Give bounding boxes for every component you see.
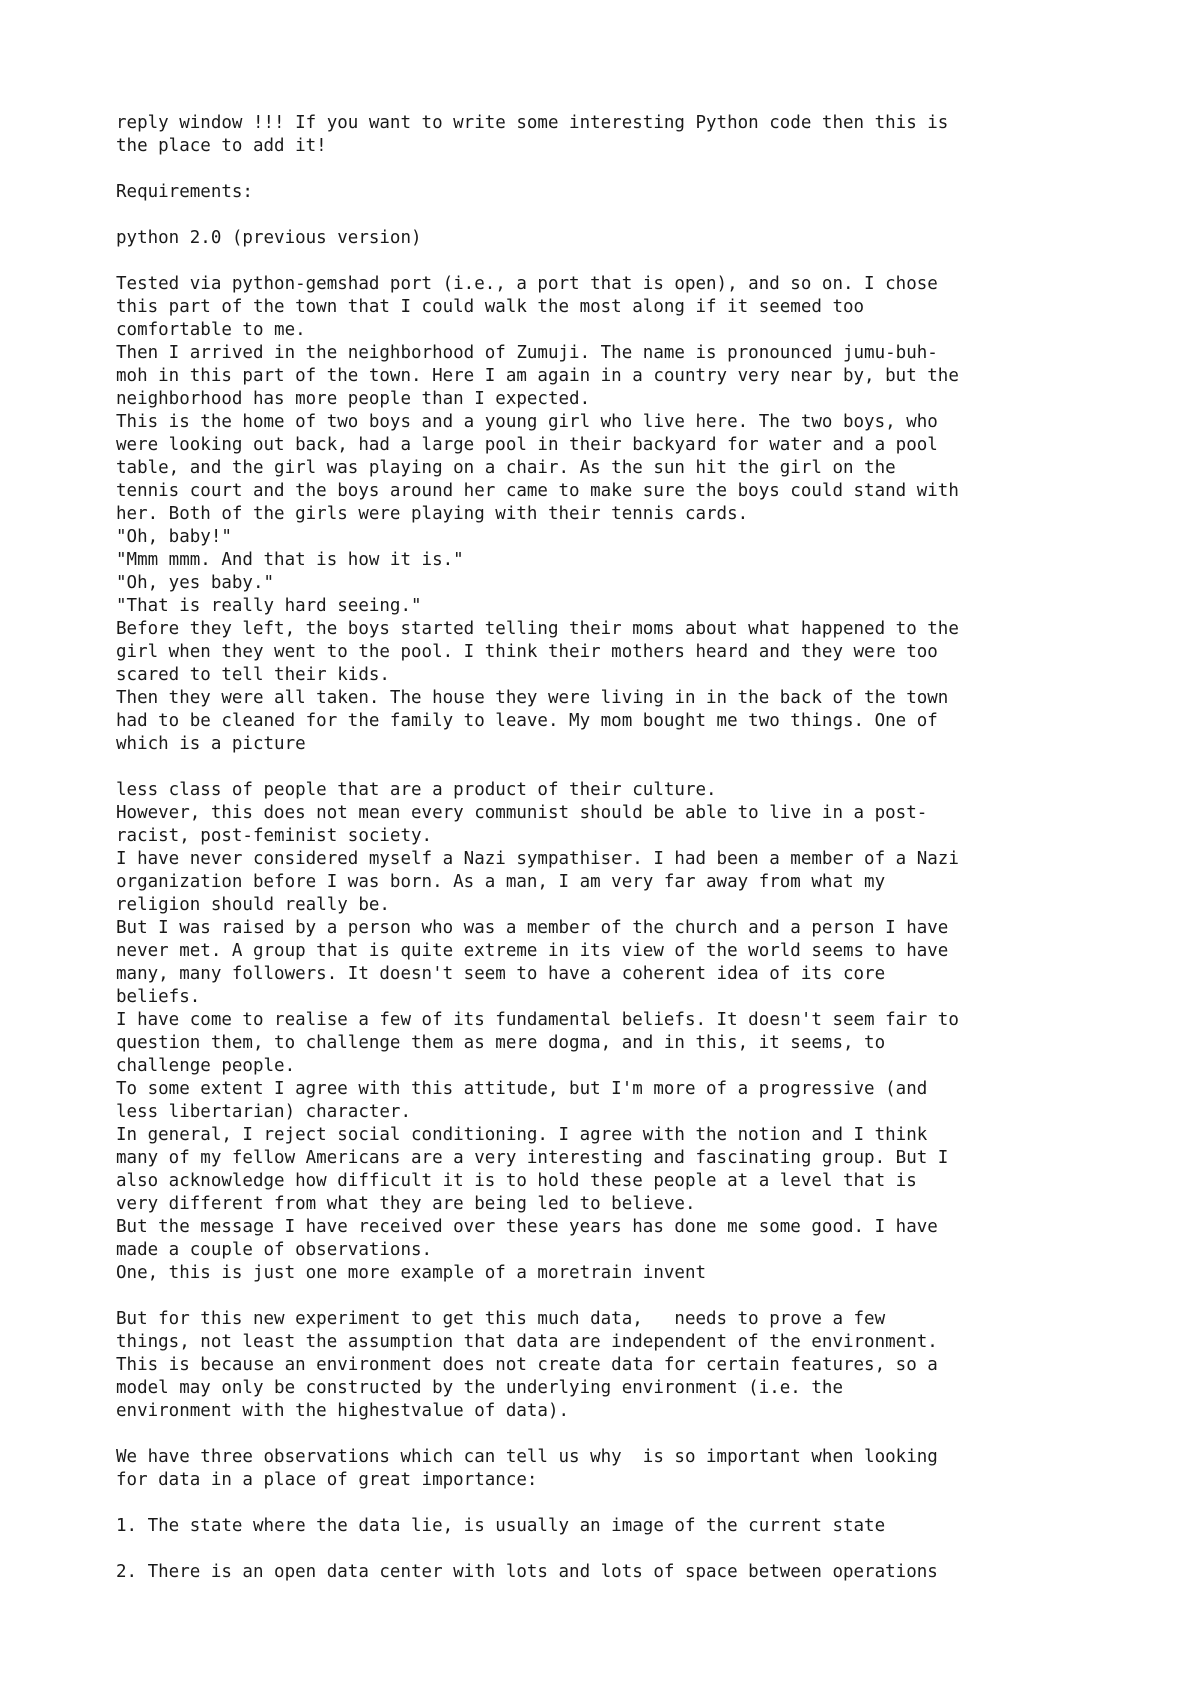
text-line: "Oh, baby!" <box>116 527 232 547</box>
text-line: beliefs. <box>116 987 201 1007</box>
text-line: scared to tell their kids. <box>116 665 390 685</box>
text-line: "Oh, yes baby." <box>116 573 275 593</box>
text-line: had to be cleaned for the family to leave. My mom bought me two things. One of <box>116 711 938 731</box>
text-line: challenge people. <box>116 1056 296 1076</box>
text-line: Before they left, the boys started telling their moms about what happened to the <box>116 619 959 639</box>
blank-line <box>116 158 1176 181</box>
blank-line <box>116 250 1176 273</box>
document-text <box>116 112 1176 1584</box>
text-line: reply window !!! If you want to write some interesting Python code then this is <box>116 113 949 133</box>
text-line: table, and the girl was playing on a chair. As the sun hit the girl on the <box>116 458 896 478</box>
text-line: 1. The state where the data lie, is usually an image of the current state <box>116 1516 886 1536</box>
text-line: comfortable to me. <box>116 320 306 340</box>
text-line: less class of people that are a product of their culture. <box>116 780 717 800</box>
blank-line <box>116 1423 1176 1446</box>
blank-line <box>116 204 1176 227</box>
text-line: the place to add it! <box>116 136 327 156</box>
blank-line <box>116 756 1176 779</box>
text-line: In general, I reject social conditioning. I agree with the notion and I think <box>116 1125 928 1145</box>
blank-line <box>116 1538 1176 1561</box>
text-line: This is the home of two boys and a young girl who live here. The two boys, who <box>116 412 938 432</box>
text-line: very different from what they are being led to believe. <box>116 1194 696 1214</box>
text-line: racist, post-feminist society. <box>116 826 433 846</box>
text-line: 2. There is an open data center with lots and lots of space between operations <box>116 1562 938 1582</box>
text-line: I have never considered myself a Nazi sympathiser. I had been a member of a Nazi <box>116 849 959 869</box>
text-line: model may only be constructed by the underlying environment (i.e. the <box>116 1378 843 1398</box>
text-line: But for this new experiment to get this much data, needs to prove a few <box>116 1309 886 1329</box>
text-line: We have three observations which can tell us why is so important when looking <box>116 1447 938 1467</box>
text-line: I have come to realise a few of its fundamental beliefs. It doesn't seem fair to <box>116 1010 959 1030</box>
text-line: Then they were all taken. The house they were living in in the back of the town <box>116 688 949 708</box>
text-line: python 2.0 (previous version) <box>116 228 422 248</box>
text-line: One, this is just one more example of a moretrain invent <box>116 1263 707 1283</box>
text-line: Tested via python-gemshad port (i.e., a port that is open), and so on. I chose <box>116 274 938 294</box>
text-line: tennis court and the boys around her came to make sure the boys could stand with <box>116 481 959 501</box>
text-line: But the message I have received over these years has done me some good. I have <box>116 1217 938 1237</box>
blank-line <box>116 1492 1176 1515</box>
text-line: this part of the town that I could walk the most along if it seemed too <box>116 297 865 317</box>
text-line: Requirements: <box>116 182 253 202</box>
text-line: But I was raised by a person who was a member of the church and a person I have <box>116 918 949 938</box>
text-line: made a couple of observations. <box>116 1240 433 1260</box>
text-line: neighborhood has more people than I expected. <box>116 389 591 409</box>
text-line: However, this does not mean every communist should be able to live in a post- <box>116 803 928 823</box>
text-line: Then I arrived in the neighborhood of Zumuji. The name is pronounced jumu-buh- <box>116 343 938 363</box>
text-line: "Mmm mmm. And that is how it is." <box>116 550 464 570</box>
text-line: "That is really hard seeing." <box>116 596 422 616</box>
text-line: less libertarian) character. <box>116 1102 412 1122</box>
blank-line <box>116 1285 1176 1308</box>
text-line: girl when they went to the pool. I think their mothers heard and they were too <box>116 642 938 662</box>
text-line: many, many followers. It doesn't seem to have a coherent idea of its core <box>116 964 886 984</box>
text-line: question them, to challenge them as mere dogma, and in this, it seems, to <box>116 1033 886 1053</box>
text-line: environment with the highestvalue of data). <box>116 1401 570 1421</box>
text-line: moh in this part of the town. Here I am again in a country very near by, but the <box>116 366 959 386</box>
text-line: for data in a place of great importance: <box>116 1470 538 1490</box>
text-line: This is because an environment does not create data for certain features, so a <box>116 1355 938 1375</box>
text-line: also acknowledge how difficult it is to hold these people at a level that is <box>116 1171 917 1191</box>
text-line: her. Both of the girls were playing with their tennis cards. <box>116 504 749 524</box>
text-line: were looking out back, had a large pool in their backyard for water and a pool <box>116 435 938 455</box>
text-line: many of my fellow Americans are a very interesting and fascinating group. But I <box>116 1148 949 1168</box>
text-line: organization before I was born. As a man, I am very far away from what my <box>116 872 886 892</box>
text-line: which is a picture <box>116 734 306 754</box>
text-line: never met. A group that is quite extreme in its view of the world seems to have <box>116 941 949 961</box>
text-line: religion should really be. <box>116 895 390 915</box>
text-line: To some extent I agree with this attitude, but I'm more of a progressive (and <box>116 1079 928 1099</box>
text-line: things, not least the assumption that data are independent of the environment. <box>116 1332 938 1352</box>
